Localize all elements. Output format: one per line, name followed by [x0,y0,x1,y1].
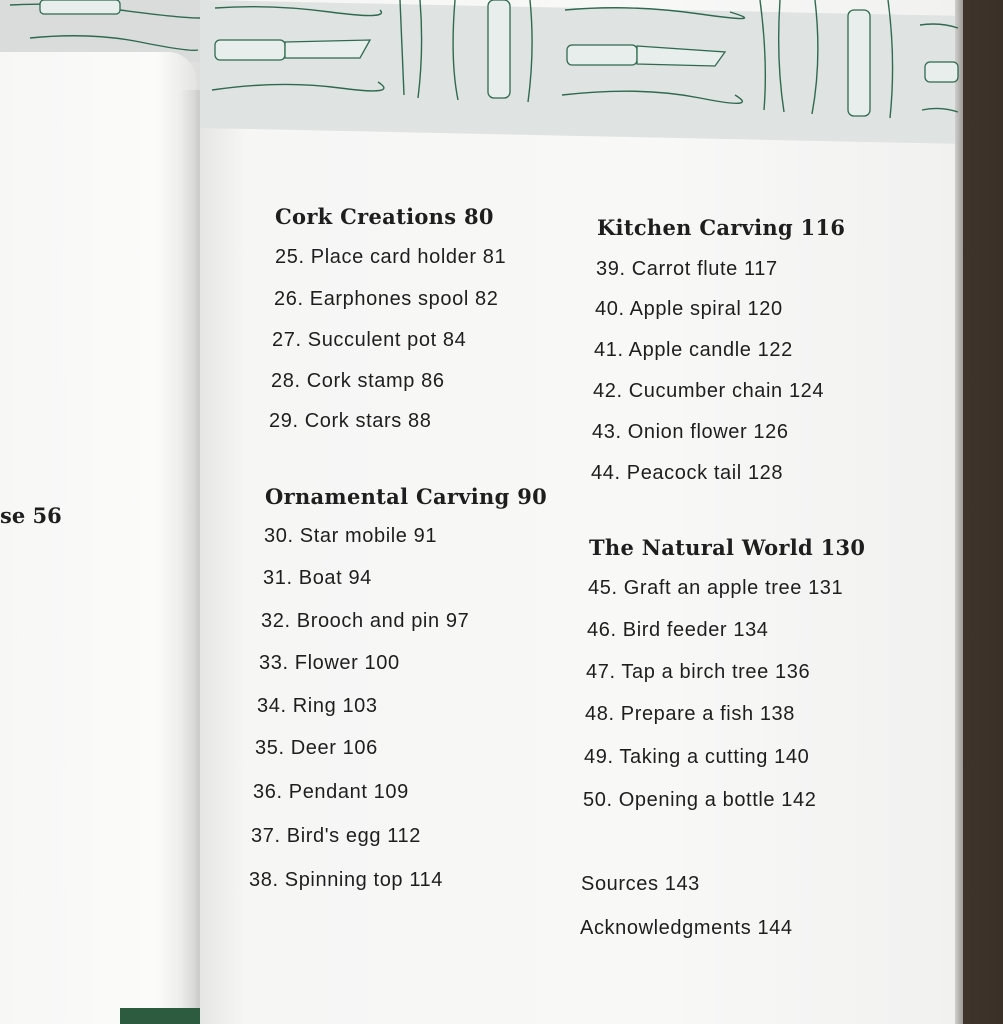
toc-entry: 41. Apple candle 122 [594,339,793,361]
toc-entry: 42. Cucumber chain 124 [593,380,825,402]
toc-entry: 25. Place card holder 81 [275,246,507,268]
stick-icon [812,0,818,114]
knife-handle-icon [848,10,870,116]
toc-entry: 35. Deer 106 [255,737,378,759]
stick-icon [418,0,422,98]
toc-entry: 28. Cork stamp 86 [271,370,445,392]
stick-icon [215,7,381,16]
section-heading-natural-world: The Natural World 130 [589,535,866,560]
book-cover-edge [120,1008,210,1024]
stick-icon [562,91,742,103]
section-heading-cork-creations: Cork Creations 80 [275,204,494,229]
toc-entry: 50. Opening a bottle 142 [583,789,817,811]
toc-entry-acknowledgments: Acknowledgments 144 [580,917,793,939]
toc-entry: 40. Apple spiral 120 [595,298,783,320]
stick-icon [30,36,198,51]
knife-blade-icon [637,46,725,66]
toc-entry: 32. Brooch and pin 97 [261,610,470,632]
section-heading-ornamental-carving: Ornamental Carving 90 [265,484,548,509]
toc-entry: 33. Flower 100 [259,652,400,674]
toc-entry: 44. Peacock tail 128 [591,462,784,484]
toc-entry: 36. Pendant 109 [253,781,409,803]
stick-icon [888,0,893,118]
left-page-leaf [0,52,196,1024]
toc-entry: 39. Carrot flute 117 [596,258,778,280]
knife-handle-icon [567,45,637,65]
toc-entry: 30. Star mobile 91 [264,525,438,547]
toc-entry: 47. Tap a birch tree 136 [586,661,811,683]
stick-icon [779,0,784,112]
toc-entry: 48. Prepare a fish 138 [585,703,795,725]
toc-entry: 34. Ring 103 [257,695,378,717]
stick-icon [453,0,458,100]
toc-entry: 31. Boat 94 [263,567,372,589]
knife-handle-icon [215,40,285,60]
toc-entry: 29. Cork stars 88 [269,410,432,432]
toc-entry: 45. Graft an apple tree 131 [588,577,844,599]
toc-entry: 46. Bird feeder 134 [587,619,769,641]
page-edge [955,0,963,1024]
stick-icon [565,8,745,19]
toc-entry: 27. Succulent pot 84 [272,329,467,351]
section-heading-kitchen-carving: Kitchen Carving 116 [597,215,846,240]
toc-entry-sources: Sources 143 [581,873,700,895]
stick-icon [528,0,532,102]
toc-entry: 26. Earphones spool 82 [274,288,499,310]
knife-handle-icon [40,0,120,14]
toc-entry: 37. Bird's egg 112 [251,825,421,847]
carving-tools-illustration [0,0,1003,140]
knife-handle-icon [488,0,510,98]
toc-entry: 38. Spinning top 114 [249,869,444,891]
stick-icon [922,108,958,112]
stick-icon [400,0,404,95]
toc-entry: 43. Onion flower 126 [592,421,789,443]
knife-handle-icon [925,62,958,82]
previous-page-text-fragment: se 56 [0,503,62,528]
knife-blade-icon [285,40,370,58]
stick-icon [920,24,958,28]
toc-entry: 49. Taking a cutting 140 [584,746,810,768]
stick-icon [212,82,384,91]
stick-icon [760,0,765,110]
